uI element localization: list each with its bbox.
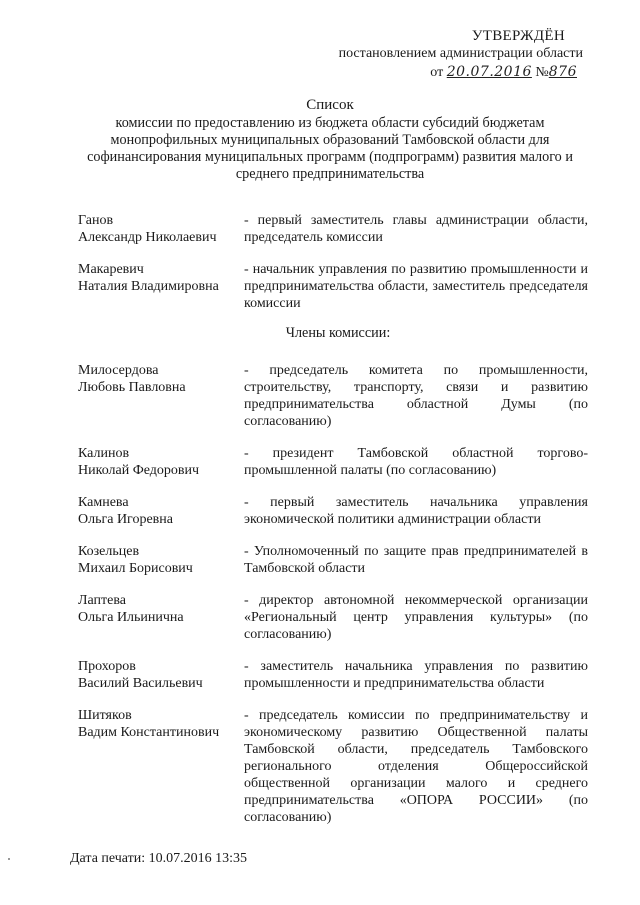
- number-prefix: №: [535, 65, 549, 80]
- document-title-block: [40, 97, 620, 183]
- member-given-names: Михаил Борисович: [78, 561, 193, 576]
- print-date: Дата печати: 10.07.2016 13:35: [70, 851, 248, 866]
- title-line: комиссии по предоставлению из бюджета области субсидий бюджетам: [115, 115, 545, 131]
- member-role: - президент Тамбовской областной торгово-промышленной палаты (по согласованию): [244, 446, 588, 478]
- member-name: [78, 658, 244, 692]
- document-title: Список: [306, 97, 354, 113]
- member-given-names: Ольга Ильинична: [78, 610, 184, 625]
- member-entry: [78, 212, 588, 246]
- member-entry: [78, 707, 588, 826]
- member-role: - председатель комиссии по предпринимательству и экономическому развитию Общественной палаты Тамбовской области, председатель Тамбовского регионального отделения Общероссийской общественной организации малого и среднего предпринимательства «ОПОРА РОССИИ» (по согласованию): [244, 708, 588, 825]
- member-surname: Макаревич: [78, 262, 144, 277]
- member-role: - Уполномоченный по защите прав предпринимателей в Тамбовской области: [244, 544, 588, 576]
- member-given-names: Александр Николаевич: [78, 230, 217, 245]
- commission-list: [78, 212, 588, 841]
- member-given-names: Николай Федорович: [78, 463, 200, 478]
- member-name: [78, 494, 244, 528]
- member-given-names: Любовь Павловна: [78, 380, 186, 395]
- member-surname: Шитяков: [78, 708, 132, 723]
- member-name: [78, 592, 244, 643]
- member-role: - первый заместитель начальника управления экономической политики администрации области: [244, 495, 588, 527]
- member-given-names: Вадим Константинович: [78, 725, 220, 740]
- member-name: [78, 543, 244, 577]
- member-surname: Лаптева: [78, 593, 126, 608]
- member-entry: [78, 543, 588, 577]
- title-line: софинансирования муниципальных программ (подпрограмм) развития малого и: [87, 149, 573, 165]
- member-given-names: Василий Васильевич: [78, 676, 203, 691]
- title-line: среднего предпринимательства: [235, 166, 425, 182]
- member-name: [78, 362, 244, 430]
- member-entry: [78, 261, 588, 312]
- member-entry: [78, 445, 588, 479]
- approval-date-line: [313, 63, 583, 82]
- member-name: [78, 445, 244, 479]
- member-role: - заместитель начальника управления по развитию промышленности и предпринимательства области: [244, 659, 588, 691]
- date-prefix: от: [430, 65, 444, 80]
- member-given-names: Ольга Игоревна: [78, 512, 173, 527]
- member-surname: Козельцев: [78, 544, 140, 559]
- approval-stamp: [313, 27, 583, 82]
- member-name: [78, 707, 244, 826]
- member-surname: Милосердова: [78, 363, 159, 378]
- members-heading: Члены комиссии:: [285, 325, 391, 341]
- member-surname: Калинов: [78, 446, 130, 461]
- member-name: [78, 261, 244, 312]
- handwritten-number: 876: [548, 64, 577, 80]
- approval-title: УТВЕРЖДЁН: [471, 28, 565, 44]
- member-role: - председатель комитета по промышленности, строительству, транспорту, связи и развитию предпринимательства областной Думы (по согласованию): [244, 363, 588, 429]
- member-given-names: Наталия Владимировна: [78, 279, 219, 294]
- member-entry: [78, 494, 588, 528]
- member-name: [78, 212, 244, 246]
- scan-speck: [8, 858, 10, 860]
- title-line: монопрофильных муниципальных образований Тамбовской области для: [110, 132, 550, 148]
- member-entry: [78, 592, 588, 643]
- member-role: - директор автономной некоммерческой организации «Региональный центр управления культуры» (по согласованию): [244, 593, 588, 642]
- member-surname: Ганов: [78, 213, 114, 228]
- member-role: - начальник управления по развитию промышленности и предпринимательства области, заместитель председателя комиссии: [244, 262, 588, 311]
- handwritten-date: 20.07.2016: [446, 64, 532, 80]
- approval-authority: постановлением администрации области: [338, 46, 583, 61]
- member-role: - первый заместитель главы администрации области, председатель комиссии: [244, 213, 588, 245]
- member-surname: Камнева: [78, 495, 129, 510]
- member-entry: [78, 658, 588, 692]
- member-entry: [78, 362, 588, 430]
- member-surname: Прохоров: [78, 659, 136, 674]
